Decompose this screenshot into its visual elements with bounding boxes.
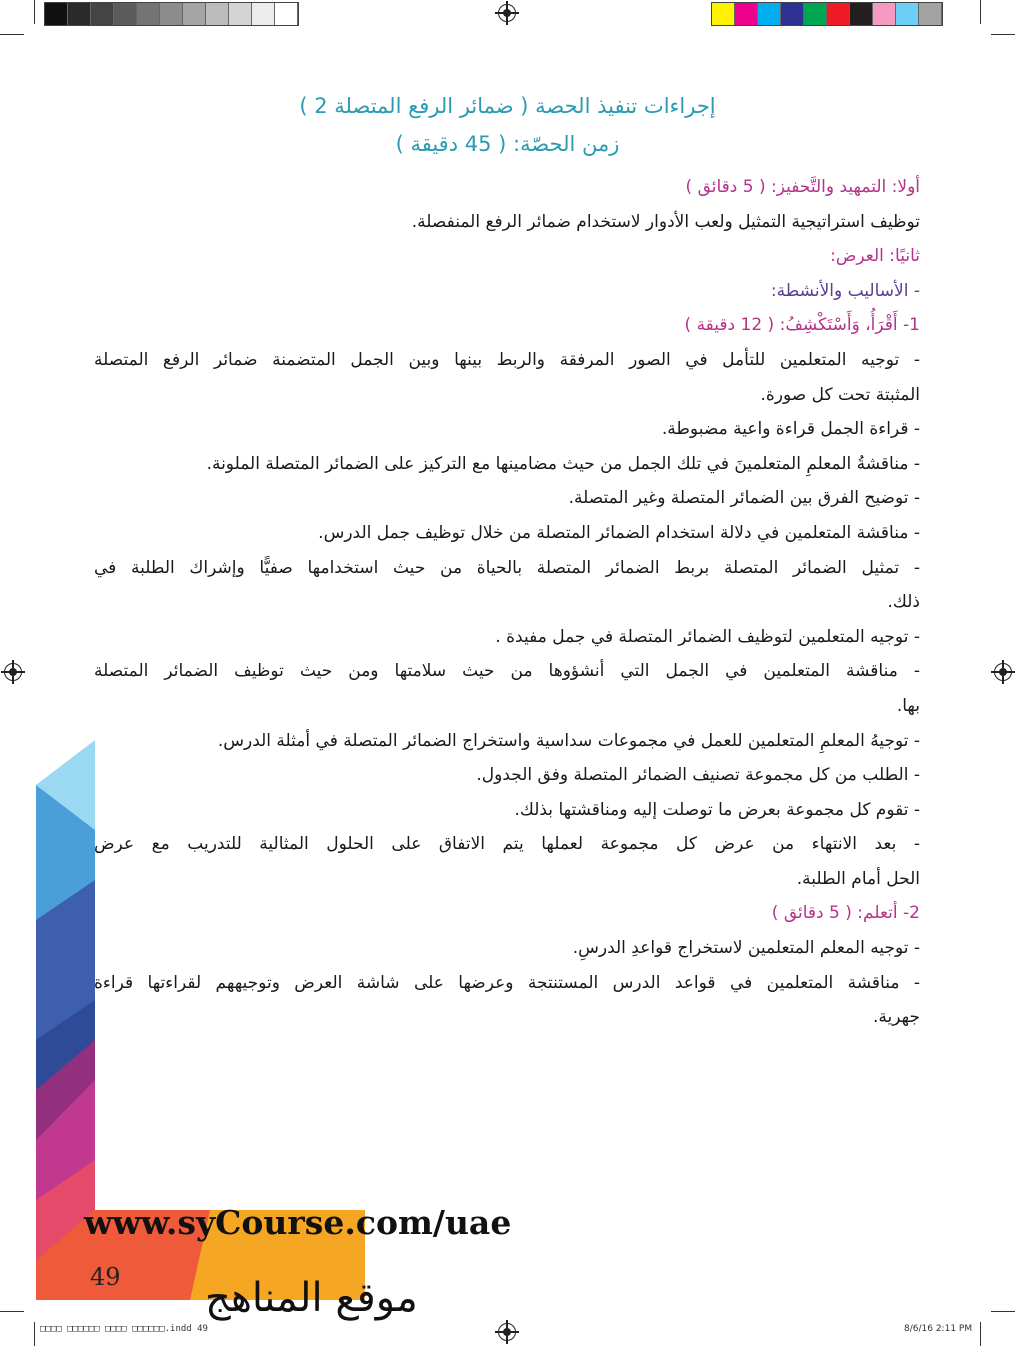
text-line: المثبتة تحت كل صورة. [760,384,920,405]
text-line: - الطلب من كل مجموعة تصنيف الضمائر المتصلة وفق الجدول. [476,765,920,786]
crop-mark [980,1322,981,1346]
registration-mark-right [994,663,1012,681]
crop-mark [34,1322,35,1346]
text-line: ذلك. [887,592,920,613]
text-line: - بعد الانتهاء من عرض كل مجموعة لعملها يتم الاتفاق على الحلول المثالية للتدريب مع عرض [94,834,920,855]
text-line: توظيف استراتيجية التمثيل ولعب الأدوار لاستخدام ضمائر الرفع المنفصلة. [411,211,920,232]
text-line: ثانيًا: العرض: [830,246,920,267]
crop-mark [34,0,35,24]
text-line: - الأساليب والأنشطة: [770,280,920,301]
text-line: جهرية. [873,1007,920,1028]
site-name: موقع المناهج [205,1275,418,1321]
text-line: - توضيح الفرق بين الضمائر المتصلة وغير المتصلة. [568,488,920,509]
text-line: - توجيه المعلم المتعلمين لاستخراج قواعدِ الدرسِ. [572,938,920,959]
text-line: - تقوم كل مجموعة بعرض ما توصلت إليه ومناقشتها بذلك. [514,799,920,820]
text-line: 2- أتعلم: ( 5 دقائق ) [771,903,920,924]
page-number: 49 [90,1263,121,1291]
file-slug: □□□□ □□□□□□ □□□□ □□□□□□.indd 49 [40,1324,208,1334]
text-line: - مناقشة المتعلمين في دلالة استخدام الضمائر المتصلة من خلال توظيف جمل الدرس. [318,522,920,543]
crop-mark [991,1311,1015,1312]
text-line: - تمثيل الضمائر المتصلة بربط الضمائر المتصلة بالحياة من حيث استخدامها صفيًّا وإشراك الطلبة في [94,557,920,578]
lesson-duration: زمن الحصّة: ( 45 دقيقة ) [395,132,620,156]
crop-mark [0,1311,24,1312]
color-bar [711,2,943,26]
text-line: أولا: التمهيد والتَّحفيز: ( 5 دقائق ) [685,177,920,197]
text-line: - توجيه المتعلمين لتوظيف الضمائر المتصلة في جمل مفيدة . [495,626,920,647]
grayscale-bar [44,2,299,26]
text-line: 1- أَقْرَأُ، وَأَسْتَكْشِفُ: ( 12 دقيقة ) [684,315,920,336]
text-line: الحل أمام الطلبة. [796,868,920,889]
text-line: - توجيهُ المعلمِ المتعلمين للعمل في مجموعات سداسية واستخراج الضمائر المتصلة في أمثلة الدرس. [217,730,920,751]
lesson-procedures [94,170,920,1035]
registration-mark-left [4,663,22,681]
registration-mark-bottom [498,1323,516,1341]
registration-mark-top [498,4,516,22]
text-line: - مناقشة المتعلمين في قواعد الدرس المستنتجة وعرضها على شاشة العرض وتوجيههم لقراءتها قراءة [94,972,920,993]
print-timestamp: 8/6/16 2:11 PM [904,1324,973,1334]
text-line: بها. [896,695,920,716]
text-line: - قراءة الجمل قراءة واعية مضبوطة. [661,419,920,440]
text-line: - مناقشة المتعلمين في الجمل التي أنشؤوها من حيث سلامتها ومن حيث توظيف الضمائر المتصلة [94,661,920,682]
website-watermark: www.syCourse.com/uae [84,1203,512,1242]
text-line: - توجيه المتعلمين للتأمل في الصور المرفقة والربط بينها وبين الجمل المتضمنة ضمائر الرفع المتصلة [94,349,920,370]
text-line: - مناقشةُ المعلمِ المتعلمينَ في تلك الجمل من حيث مضامينها مع التركيز على الضمائر المتصلة الملونة. [206,453,920,474]
crop-mark [980,0,981,24]
crop-mark [0,34,24,35]
crop-mark [991,34,1015,35]
lesson-title: إجراءات تنفيذ الحصة ( ضمائر الرفع المتصلة 2 ) [299,94,716,118]
